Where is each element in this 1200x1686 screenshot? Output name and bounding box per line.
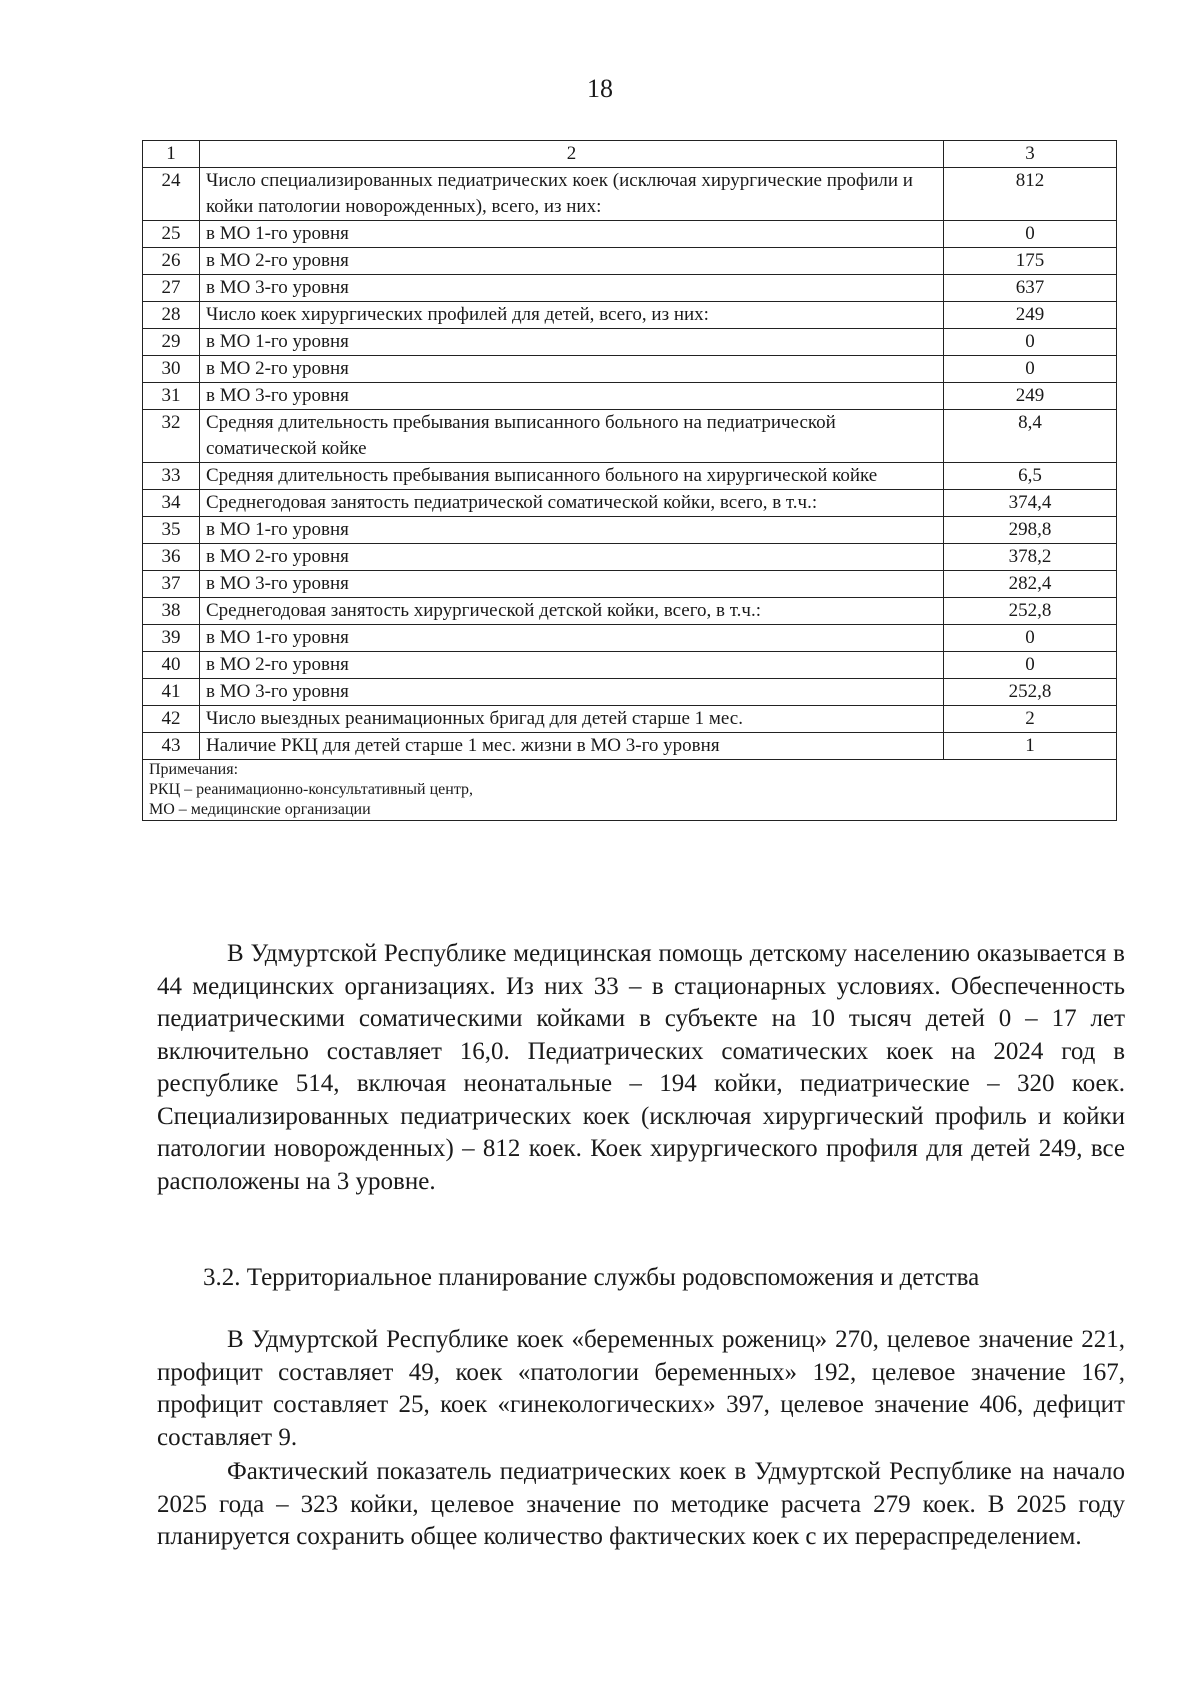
table-row	[143, 706, 1117, 733]
row-number: 27	[143, 275, 200, 302]
table-row	[143, 598, 1117, 625]
row-value: 0	[944, 625, 1117, 652]
row-value: 378,2	[944, 544, 1117, 571]
row-description: в МО 2-го уровня	[200, 248, 944, 275]
paragraph-2-block	[157, 1324, 1125, 1454]
row-description: в МО 1-го уровня	[200, 517, 944, 544]
row-value: 282,4	[944, 571, 1117, 598]
paragraph-2: В Удмуртской Республике коек «беременных рожениц» 270, целевое значение 221, профицит составляет 49, коек «патологии беременных» 192, целевое значение 167, профицит составляет 25, коек «гинекологических» 397, целевое значение 406, дефицит составляет 9.	[157, 1326, 1125, 1451]
paragraph-1: В Удмуртской Республике медицинская помощь детскому населению оказывается в 44 медицинских организациях. Из них 33 – в стационарных условиях. Обеспеченность педиатрическими соматическими койками в субъекте на 10 тысяч детей 0 – 17 лет включительно составляет 16,0. Педиатрических соматических коек на 2024 год в республике 514, включая неонатальные – 194 койки, педиатрические – 320 коек. Специализированных педиатрических коек (исключая хирургический профиль и койки патологии новорожденных) – 812 коек. Коек хирургического профиля для детей 249, все расположены на 3 уровне.	[157, 940, 1125, 1195]
table-row	[143, 625, 1117, 652]
row-number: 36	[143, 544, 200, 571]
row-description: в МО 3-го уровня	[200, 275, 944, 302]
row-number: 37	[143, 571, 200, 598]
table-row	[143, 679, 1117, 706]
row-value: 0	[944, 356, 1117, 383]
row-number: 24	[143, 168, 200, 221]
table-row	[143, 248, 1117, 275]
note-line: Примечания:	[149, 761, 239, 778]
row-number: 30	[143, 356, 200, 383]
row-number: 28	[143, 302, 200, 329]
row-description: Среднегодовая занятость педиатрической соматической койки, всего, в т.ч.:	[200, 490, 944, 517]
row-description: в МО 2-го уровня	[200, 356, 944, 383]
paragraph-3: Фактический показатель педиатрических коек в Удмуртской Республике на начало 2025 года – 323 койки, целевое значение по методике расчета 279 коек. В 2025 году планируется сохранить общее количество фактических коек с их перераспределением.	[157, 1458, 1125, 1550]
table-notes	[143, 760, 1117, 821]
table-row	[143, 544, 1117, 571]
row-description: в МО 1-го уровня	[200, 625, 944, 652]
row-number: 42	[143, 706, 200, 733]
row-value: 6,5	[944, 463, 1117, 490]
table-row	[143, 329, 1117, 356]
paragraph-3-block	[157, 1456, 1125, 1554]
paragraph-1-block	[157, 938, 1125, 1198]
table-notes-row	[143, 760, 1117, 821]
table-row	[143, 383, 1117, 410]
row-number: 38	[143, 598, 200, 625]
row-description: Число специализированных педиатрических коек (исключая хирургические профили и койки патологии новорожденных), всего, из них:	[200, 168, 944, 221]
header-col-1: 1	[143, 141, 200, 168]
row-value: 0	[944, 652, 1117, 679]
row-number: 34	[143, 490, 200, 517]
row-value: 0	[944, 329, 1117, 356]
row-number: 40	[143, 652, 200, 679]
row-description: Число выездных реанимационных бригад для детей старше 1 мес.	[200, 706, 944, 733]
table-row	[143, 356, 1117, 383]
row-number: 32	[143, 410, 200, 463]
row-description: в МО 3-го уровня	[200, 571, 944, 598]
row-value: 2	[944, 706, 1117, 733]
table-row	[143, 463, 1117, 490]
row-description: в МО 1-го уровня	[200, 329, 944, 356]
table-header-row	[143, 141, 1117, 168]
table-row	[143, 490, 1117, 517]
row-value: 812	[944, 168, 1117, 221]
row-description: Наличие РКЦ для детей старше 1 мес. жизни в МО 3-го уровня	[200, 733, 944, 760]
row-description: в МО 3-го уровня	[200, 679, 944, 706]
row-value: 252,8	[944, 598, 1117, 625]
note-line: РКЦ – реанимационно-консультативный центр,	[149, 781, 473, 798]
row-description: Средняя длительность пребывания выписанного больного на хирургической койке	[200, 463, 944, 490]
row-description: Число коек хирургических профилей для детей, всего, из них:	[200, 302, 944, 329]
row-description: в МО 2-го уровня	[200, 652, 944, 679]
row-number: 29	[143, 329, 200, 356]
row-number: 41	[143, 679, 200, 706]
row-number: 39	[143, 625, 200, 652]
row-value: 374,4	[944, 490, 1117, 517]
table-row	[143, 652, 1117, 679]
row-value: 637	[944, 275, 1117, 302]
row-description: в МО 2-го уровня	[200, 544, 944, 571]
row-value: 249	[944, 383, 1117, 410]
table-row	[143, 571, 1117, 598]
table-row	[143, 302, 1117, 329]
row-value: 175	[944, 248, 1117, 275]
row-number: 26	[143, 248, 200, 275]
table-row	[143, 275, 1117, 302]
table-row	[143, 168, 1117, 221]
row-number: 35	[143, 517, 200, 544]
row-description: Среднегодовая занятость хирургической детской койки, всего, в т.ч.:	[200, 598, 944, 625]
section-heading: 3.2. Территориальное планирование службы родовспоможения и детства	[203, 1264, 980, 1291]
row-value: 0	[944, 221, 1117, 248]
row-value: 249	[944, 302, 1117, 329]
row-value: 252,8	[944, 679, 1117, 706]
table-row	[143, 410, 1117, 463]
row-number: 31	[143, 383, 200, 410]
row-description: Средняя длительность пребывания выписанного больного на педиатрической соматической койке	[200, 410, 944, 463]
row-value: 1	[944, 733, 1117, 760]
row-number: 43	[143, 733, 200, 760]
bed-statistics-table	[142, 140, 1117, 821]
row-description: в МО 3-го уровня	[200, 383, 944, 410]
table-row	[143, 733, 1117, 760]
table-row	[143, 221, 1117, 248]
header-col-3: 3	[944, 141, 1117, 168]
note-line: МО – медицинские организации	[149, 801, 371, 818]
row-value: 298,8	[944, 517, 1117, 544]
row-number: 33	[143, 463, 200, 490]
row-description: в МО 1-го уровня	[200, 221, 944, 248]
table-row	[143, 517, 1117, 544]
row-value: 8,4	[944, 410, 1117, 463]
page-number: 18	[587, 74, 613, 103]
header-col-2: 2	[200, 141, 944, 168]
row-number: 25	[143, 221, 200, 248]
